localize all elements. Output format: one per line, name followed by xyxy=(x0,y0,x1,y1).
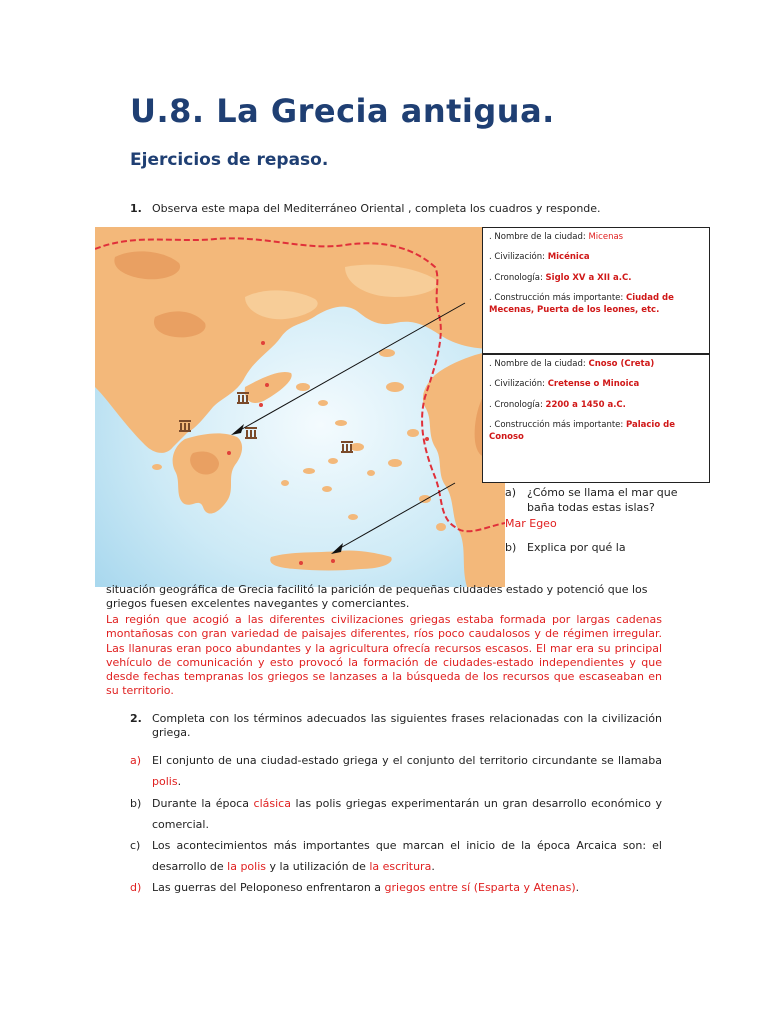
info2-chron-value: 2200 a 1450 a.C. xyxy=(545,399,626,410)
info2-name-label: . Nombre de la ciudad: xyxy=(489,359,589,369)
info1-build-label: . Construcción más importante: xyxy=(489,293,626,304)
question-1-number: 1. xyxy=(130,202,142,215)
question-1b-text: situación geográfica de Grecia facilitó la parición de pequeñas ciudades estado y potenció que los griegos fuesen excelentes navegantes y comerciantes. xyxy=(106,583,648,611)
info2-build-value: Palacio de Conoso xyxy=(489,420,675,442)
info1-chron-value: Siglo XV a XII a.C. xyxy=(545,272,632,283)
item-c-label: c) xyxy=(130,839,141,852)
question-1a-label: a) xyxy=(505,486,517,499)
info1-chron-label: . Cronología: xyxy=(489,272,546,283)
answer-escritura: la escritura xyxy=(369,860,432,873)
info-box-cnoso xyxy=(482,354,710,483)
answer-la-polis: la polis xyxy=(227,860,267,873)
question-2a: a) El conjunto de una ciudad-estado griega y el conjunto del territorio circundante se llamaba polis. xyxy=(130,750,662,792)
question-1 xyxy=(130,202,601,215)
question-1a xyxy=(505,486,695,555)
question-2d: d) Las guerras del Peloponeso enfrentaron a griegos entre sí (Esparta y Atenas). xyxy=(130,877,662,898)
question-2c: c) Los acontecimientos más importantes que marcan el inicio de la época Arcaica son: el desarrollo de la polis y la utilización de la escritura. xyxy=(130,835,662,877)
question-2-number: 2. xyxy=(130,712,142,725)
question-1a-answer: Mar Egeo xyxy=(505,516,557,530)
answer-griegos: griegos entre sí (Esparta y Atenas) xyxy=(384,881,576,894)
info1-name-label: . Nombre de la ciudad: xyxy=(489,232,589,242)
info1-civ-value: Micénica xyxy=(547,252,590,263)
info1-civ-label: . Civilización: xyxy=(489,252,548,263)
info2-name-value: Cnoso (Creta) xyxy=(588,359,655,369)
question-1b-label: b) xyxy=(505,540,517,554)
question-2 xyxy=(130,712,662,741)
info1-build-value: Ciudad de Mecenas, Puerta de los leones, etc. xyxy=(489,293,674,315)
page-subtitle: Ejercicios de repaso. xyxy=(130,150,329,170)
info-box-micenas xyxy=(482,227,710,354)
greece-map xyxy=(95,227,505,587)
question-2b: b) Durante la época clásica las polis griegas experimentarán un gran desarrollo económico y comercial. xyxy=(130,793,662,835)
question-1a-text: ¿Cómo se llama el mar que baña todas estas islas? xyxy=(527,486,678,514)
item-d-label: d) xyxy=(130,881,142,894)
question-1-text: Observa este mapa del Mediterráneo Oriental , completa los cuadros y responde. xyxy=(152,202,601,215)
item-b-label: b) xyxy=(130,797,142,810)
question-1b-answer: La región que acogió a las diferentes civilizaciones griegas estaba formada por largas cadenas montañosas con gran variedad de paisajes diferentes, ríos poco caudalosos y de régimen irregular. Las llanuras eran poco abundantes y la agricultura ofrecía recursos escasos. El mar era su principal vehículo de comunicación y esto provocó la formación de ciudades-estado independientes y que desde fechas tempranas los griegos se lanzases a la búsqueda de los recursos que escaseaban en su territorio. xyxy=(106,613,662,698)
info1-name-value: Micenas xyxy=(588,232,624,242)
info2-chron-label: . Cronología: xyxy=(489,399,546,410)
item-a-label: a) xyxy=(130,754,142,767)
answer-clasica: clásica xyxy=(253,797,291,810)
question-1b-text-start: Explica por qué la xyxy=(527,540,626,554)
question-2-text: Completa con los términos adecuados las siguientes frases relacionadas con la civilización griega. xyxy=(152,712,662,740)
info2-civ-value: Cretense o Minoica xyxy=(547,379,640,390)
info2-civ-label: . Civilización: xyxy=(489,379,548,390)
answer-polis: polis xyxy=(152,775,178,788)
info2-build-label: . Construcción más importante: xyxy=(489,420,626,431)
page-title: U.8. La Grecia antigua. xyxy=(130,92,555,130)
